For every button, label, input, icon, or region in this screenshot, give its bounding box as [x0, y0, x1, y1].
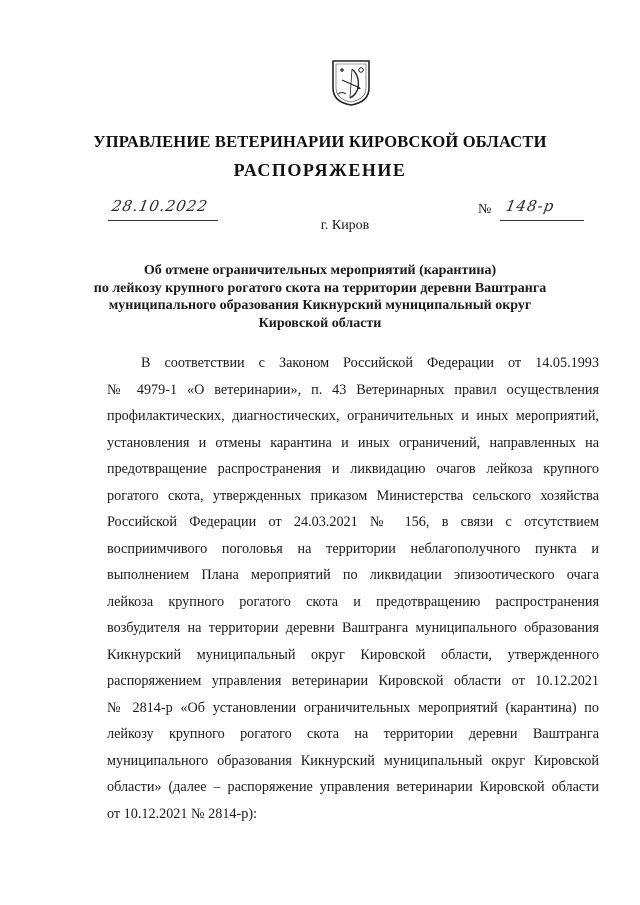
body-line: распоряжением управления ветеринарии Кировской области от 10.12.2021	[107, 673, 599, 689]
body-line: восприимчивого поголовья на территории неблагополучного пункта и	[107, 540, 599, 557]
title-line: муниципального образования Кикнурский муниципальный округ	[108, 298, 532, 313]
body-line: установления и отмены карантина и иных ограничений, направленных на	[107, 434, 599, 451]
body-paragraph	[107, 350, 599, 827]
body-line: рогатого скота, утвержденных приказом Министерства сельского хозяйства	[107, 487, 599, 504]
body-line: от 10.12.2021 № 2814-р):	[107, 805, 257, 822]
body-line: Кикнурский муниципальный округ Кировской области, утвержденного	[107, 646, 599, 663]
kirov-coat-of-arms-icon	[330, 58, 372, 106]
body-line: Российской Федерации от 24.03.2021 № 156, в связи с отсутствием	[107, 514, 599, 530]
city: г. Киров	[320, 218, 370, 233]
document-type: РАСПОРЯЖЕНИЕ	[233, 160, 407, 180]
title-line: Об отмене ограничительных мероприятий (карантина)	[143, 263, 497, 278]
body-line: области» (далее – распоряжение управления ветеринарии Кировской области	[107, 779, 599, 795]
body-line: выполнением Плана мероприятий по ликвидации эпизоотического очага	[107, 567, 599, 583]
body-line: № 2814-р «Об установлении ограничительных мероприятий (карантина) по	[107, 699, 599, 716]
title-line: по лейкозу крупного рогатого скота на территории деревни Ваштранга	[93, 280, 547, 296]
body-line: № 4979-1 «О ветеринарии», п. 43 Ветеринарных правил осуществления	[107, 381, 599, 398]
body-line: В соответствии с Законом Российской Федерации от 14.05.1993	[141, 355, 599, 371]
body-line: предотвращение распространения и ликвидацию очагов лейкоза крупного	[107, 461, 599, 477]
handwritten-date: 28.10.2022	[110, 197, 210, 215]
body-line: возбудителя на территории деревни Ваштранга муниципального образования	[107, 620, 599, 636]
body-line: муниципального образования Кикнурский муниципальный округ Кировской	[107, 752, 599, 769]
title-line: Кировской области	[258, 315, 382, 331]
handwritten-number: 148-р	[504, 197, 556, 215]
document-title	[90, 262, 550, 332]
body-line: профилактических, диагностических, ограничительных и иных мероприятий,	[107, 408, 599, 424]
body-line: лейкоза крупного рогатого скота и предотвращению распространения	[107, 593, 599, 610]
body-line: лейкозу крупного рогатого скота на территории деревни Ваштранга	[107, 726, 599, 742]
number-label: №	[478, 202, 492, 217]
organization-name: УПРАВЛЕНИЕ ВЕТЕРИНАРИИ КИРОВСКОЙ ОБЛАСТИ	[93, 132, 547, 151]
